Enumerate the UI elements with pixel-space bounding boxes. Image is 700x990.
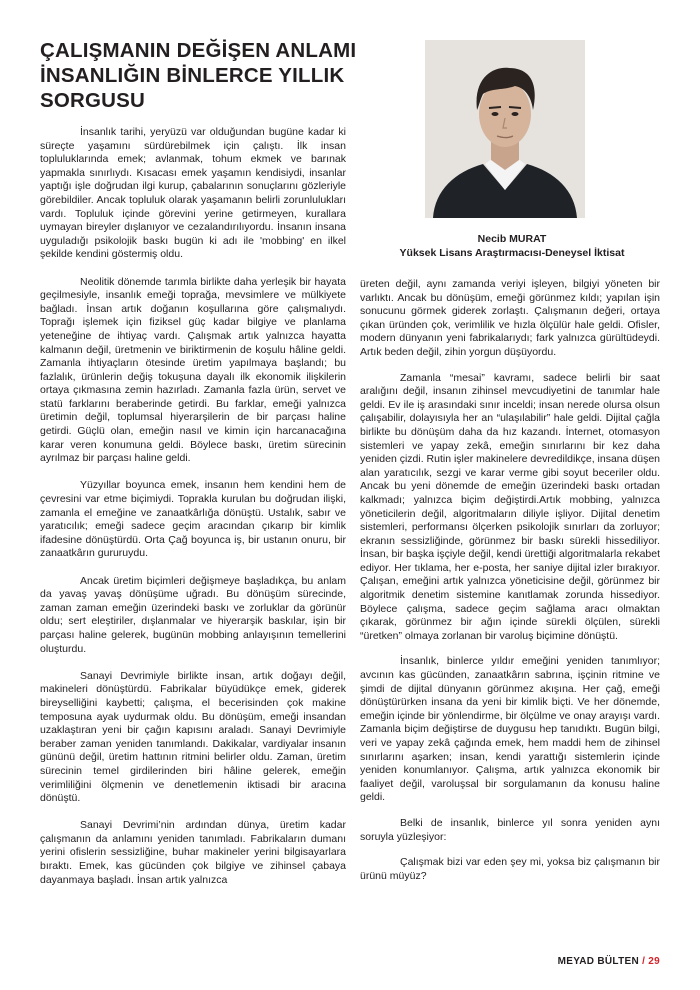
body-paragraph: Sanayi Devrimi’nin ardından dünya, üretim kadar çalışmanın da anlamını yeniden tanımladı. Fabrikaların dumanı yerini ofislerin sessizliğine, buhar makineler yerini bilgisayarlara bıraktı. Emek, kas gücünden çok bilgiye ve zihinsel çabaya dayanmaya başladı. İnsan artık yalnızca bbox=[40, 819, 346, 886]
footer-separator: / bbox=[642, 956, 646, 967]
body-paragraph: Yüzyıllar boyunca emek, insanın hem kendini hem de çevresini var etme biçimiydi. Toprakla kurulan bu doğrudan ilişki, zamanla el emeğine ve zanaatkârlığa dönüştü. Ustalık, sabır ve yaratıcılık; emeği sadece geçim aracından çıkarıp bir kimlik ifadesine dönüştürdü. Orta Çağ boyunca iş, bir ustanın onuru, bir zanaatkârın gururuydu. bbox=[40, 479, 346, 560]
body-paragraph: Ancak üretim biçimleri değişmeye başladıkça, bu anlam da yavaş yavaş dönüşüme uğradı. Bu dönüşüm sürecinde, zaman zaman emeğin üzerindeki baskı ve zorluklar da görünür oldu; sert eleştiriler, dışlanmalar ve hiyerarşik baskılar, işin bir parçası haline gelerek, bugünün mobbing anlayışının temellerini oluşturdu. bbox=[40, 574, 346, 655]
title-line: ÇALIŞMANIN DEĞİŞEN ANLAMI bbox=[40, 39, 357, 62]
body-paragraph: Sanayi Devrimiyle birlikte insan, artık doğayı değil, makineleri dönüştürdü. Fabrikalar büyüdükçe emek, giderek bireyselliğini kaybetti; çalışma, el becerisinden çok makine temposuna ayak uydurmak oldu. Bu dönüşüm, emeği insandan uzaklaştıran yeni bir çağın kapısını araladı. Sanayi Devrimiyle beraber zaman yeniden tanımlandı. Dakikalar, vardiyalar insanın gününü değil, üretim hattının ritmini belirler oldu. Zaman, üretim sürecinin temel girdilerinden biri hâline gelerek, emeğin verimliliğini ölçmenin ve denetlemenin iktisadi bir aracına dönüştü. bbox=[40, 669, 346, 805]
article-title bbox=[40, 38, 370, 113]
body-paragraph: Neolitik dönemde tarımla birlikte daha yerleşik bir hayata geçilmesiyle, insanlık emeği toprağa, mevsimlere ve mülkiyete bağladı. İnsan artık doğanın koşullarına göre çalışmalıydı. Toprağı işlemek için fiziksel güç kadar bilgiye ve planlama yeteneğine de ihtiyaç vardı. Çalışmak artık yalnızca hayatta kalmanın değil, üretmenin ve biriktirmenin de koşulu hâline geldi. Zamanla ihtiyaçların ötesinde üretim yapılmaya başlandı; bu fazlalık, ürünlerin değiş tokuşuna dayalı ilk ekonomik ilişkilerin ortaya çıkmasına zemin hazırladı. Zamanla fazla ürün, servet ve statü farklarını beraberinde getirdi. Bu farklar, emeği yalnızca üretimin değil, toplumsal hiyerarşilerin de bir parçası haline getirdi. Güçlü olan, emeğin nasıl ve kimin için harcanacağına karar veren konumuna geldi. Böylece baskı, üretim sürecinin ayrılmaz bir parçası haline geldi. bbox=[40, 275, 346, 465]
body-paragraph: İnsanlık, binlerce yıldır emeğini yeniden tanımlıyor; avcının kas gücünden, zanaatkârın sabrına, işçinin ritmine ve şimdi de dijital dünyanın görünmez akışına. Her çağ, emeği dönüştürürken insana da yeni bir kimlik biçti. Ve her dönemde, emeğin içinde bir yönlendirme, bir ölçülme ve onay arayışı vardı. Zamanla biçim değiştirse de duygusu hep tanıdıktı. Bugün bilgi, veri ve yapay zekâ çağında emek, hem maddi hem de zihinsel sınırlarını aşarken; insan, kendi yarattığı sistemlerin içinde yeniden konumlanıyor. Çalışma, artık yalnızca ekonomik bir faaliyet değil, varoluşsal bir sorgulamanın da konusu haline geldi. bbox=[360, 655, 660, 804]
left-column bbox=[40, 126, 346, 887]
author-role: Yüksek Lisans Araştırmacısı-Deneysel İktisat bbox=[399, 247, 625, 259]
author-portrait-image bbox=[425, 40, 585, 218]
author-photo bbox=[425, 40, 585, 218]
right-column bbox=[360, 278, 660, 883]
author-name: Necib MURAT bbox=[477, 233, 547, 245]
author-byline bbox=[362, 232, 662, 260]
publication-name: MEYAD BÜLTEN bbox=[557, 956, 639, 967]
closing-question: Çalışmak bizi var eden şey mi, yoksa biz çalışmanın bir ürünü müyüz? bbox=[360, 856, 660, 882]
title-line: SORGUSU bbox=[40, 89, 146, 112]
body-paragraph: Belki de insanlık, binlerce yıl sonra yeniden aynı soruyla yüzleşiyor: bbox=[360, 816, 660, 843]
body-paragraph: üreten değil, aynı zamanda veriyi işleyen, bilgiyi yöneten bir varlıktı. Ancak bu dönüşüm, emeği görünmez kıldı; yapılan işin sonucunu görmek giderek zorlaştı. Çalışmanın değeri, ortaya çıkan üründen çok, verimlilik ve hızla ölçülür hale geldi. Ofisler, modern dünyanın yeni fabrikalarıydı; fark yalnızca gürültüdeydi. Artık beden değil, zihin yorgun düşüyordu. bbox=[360, 278, 660, 358]
body-paragraph: Zamanla “mesai” kavramı, sadece belirli bir saat aralığını değil, insanın zihinsel mevcudiyetini de tanımlar hale geldi. Ev ile iş arasındaki sınır inceldi; insan nerede olursa olsun çalışabilir, dolayısıyla her an “ulaşılabilir” hale geldi. Dijital çağla birlikte bu dönüşüm daha da hız kazandı. İnternet, otomasyon sistemleri ve yapay zekâ, emeğin sınırlarını bir kez daha yeniden çizdi. Rutin işler makinelere devredildikçe, insana düşen alan yaratıcılık, sezgi ve karar verme gibi soyut beceriler oldu. Ancak bu yeni dönemde de emeğin üzerindeki baskı ortadan kalkmadı; yalnızca biçim değiştirdi.Artık mobbing, yalnızca yöneticilerin değil, algoritmaların diliyle işliyor. Dijital denetim sistemleri, performansı ölçerken psikolojik sınırları da zorluyor; ekranın sessizliğinde, görünmez bir baskı sürekli hissediliyor. İnsan, bir başka işçiyle değil, kendi ürettiği algoritmalarla rekabet ediyor. Her tıklama, her e-posta, her saniye dijital izler bırakıyor. Çalışan, emeğini artık yalnızca yöneticisine değil, görünmez bir algoritmik denetim sistemine kanıtlamak zorunda hissediyor. Böylece çalışma, sadece geçim sağlama aracı olmaktan çıkarak, görünmez bir ağın içinde sürekli ölçülen, sürekli “üretken” olmaya zorlanan bir varoluş biçimine dönüştü. bbox=[360, 371, 660, 642]
page-number: 29 bbox=[648, 956, 660, 967]
body-paragraph: İnsanlık tarihi, yeryüzü var olduğundan bugüne kadar ki süreçte yaşamını sürdürebilmek için çalıştı. İlk insan topluluklarında emek; avlanmak, tohum ekmek ve barınak yapmakla sınırlıydı. Kısacası emek yaşamın kendisiydi, insanlar yaptığı işle doğrudan ilgi kurup, çabalarının sonuçlarını gözleriyle görebildiler. Ancak topluluk olarak yaşamanın belirli zorunlulukları vardı. Topluluk içinde görevini yerine getirmeyen, kurallara uymayan bireyler dışlanıyor ve cezalandırılıyordu. İnsanın insana uyguladığı psikolojik baskı bugün ki adı ile 'mobbing' en ilkel şekilde kendini göstermiş oldu. bbox=[40, 126, 346, 261]
title-line: İNSANLIĞIN BİNLERCE YILLIK bbox=[40, 64, 345, 87]
page-footer bbox=[558, 956, 660, 967]
